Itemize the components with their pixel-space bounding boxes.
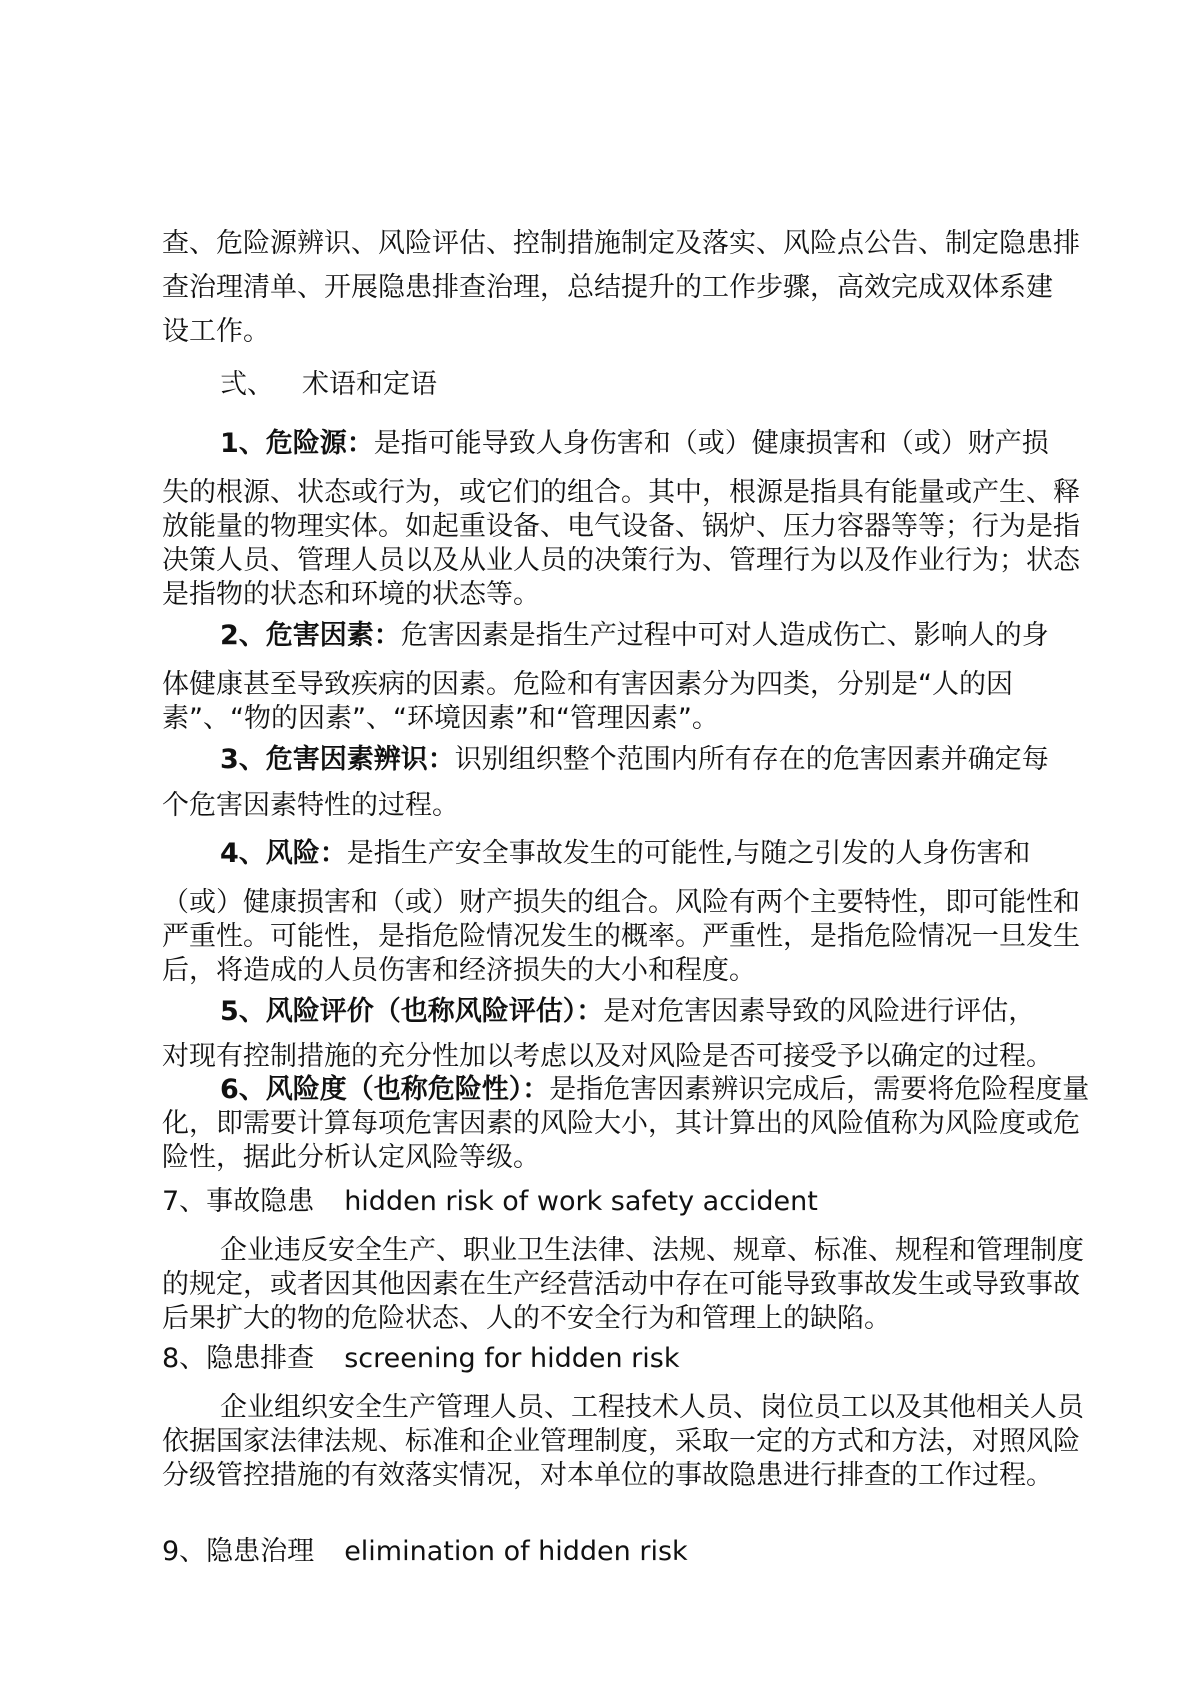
term-9-heading bbox=[162, 1532, 1092, 1572]
definition-2-first-line bbox=[162, 614, 1092, 658]
definition-4-text-start: 是指生产安全事故发生的可能性,与随之引发的人身伤害和 bbox=[346, 838, 1031, 869]
definition-6-text: 是指危害因素辨识完成后，需要将危险程度量化，即需要计算每项危害因素的风险大小，其计算出的风险值称为风险度或危险性，据此分析认定风险等级。 bbox=[162, 1074, 1090, 1173]
term-8-heading bbox=[162, 1339, 1092, 1379]
definition-1-text-start: 是指可能导致人身伤害和（或）健康损害和（或）财产损 bbox=[373, 428, 1049, 459]
definition-3-first-line bbox=[162, 738, 1092, 782]
intro-line-2: 查治理清单、开展隐患排查治理，总结提升的工作步骤，高效完成双体系建 bbox=[162, 272, 1053, 303]
term-7-heading bbox=[162, 1182, 1092, 1222]
intro-line-1: 查、危险源辨识、风险评估、控制措施制定及落实、风险点公告、制定隐患排 bbox=[162, 228, 1080, 259]
definition-3-text-start: 识别组织整个范围内所有存在的危害因素并确定每 bbox=[454, 744, 1049, 775]
definition-2-text-start: 危害因素是指生产过程中可对人造成伤亡、影响人的身 bbox=[400, 620, 1049, 651]
definition-5 bbox=[162, 990, 1092, 1074]
definition-2-continuation: 体健康甚至导致疾病的因素。危险和有害因素分为四类，分别是“人的因素”、“物的因素”、“环境因素”和“管理因素”。 bbox=[162, 669, 1013, 734]
section-number: 弍、 bbox=[220, 369, 274, 400]
definition-4 bbox=[162, 832, 1092, 988]
definition-1 bbox=[162, 422, 1092, 612]
term-7-english: hidden risk of work safety accident bbox=[344, 1186, 818, 1217]
section-title: 术语和定语 bbox=[302, 369, 437, 400]
definition-2-term: 2、危害因素： bbox=[220, 620, 401, 651]
term-8-number: 8、隐患排查 bbox=[162, 1343, 315, 1374]
term-7-body: 企业违反安全生产、职业卫生法律、法规、规章、标准、规程和管理制度的规定，或者因其他因素在生产经营活动中存在可能导致事故发生或导致事故后果扩大的物的危险状态、人的不安全行为和管理上的缺陷。 bbox=[162, 1235, 1084, 1334]
term-8-body: 企业组织安全生产管理人员、工程技术人员、岗位员工以及其他相关人员依据国家法律法规、标准和企业管理制度，采取一定的方式和方法，对照风险分级管控措施的有效落实情况，对本单位的事故隐患进行排查的工作过程。 bbox=[162, 1392, 1084, 1491]
intro-paragraph bbox=[162, 222, 1092, 354]
intro-line-3: 设工作。 bbox=[162, 316, 270, 347]
definition-6 bbox=[162, 1073, 1092, 1175]
definition-3 bbox=[162, 738, 1092, 828]
definition-5-text-start: 是对危害因素导致的风险进行评估， bbox=[603, 996, 1036, 1027]
definition-5-term: 5、风险评价（也称风险评估）： bbox=[220, 996, 604, 1027]
definition-1-first-line bbox=[162, 422, 1092, 466]
term-9-english: elimination of hidden risk bbox=[344, 1536, 688, 1567]
term-7-number: 7、事故隐患 bbox=[162, 1186, 315, 1217]
definition-5-continuation: 对现有控制措施的充分性加以考虑以及对风险是否可接受予以确定的过程。 bbox=[162, 1041, 1053, 1072]
definition-5-first-line bbox=[162, 990, 1092, 1034]
definition-1-continuation: 失的根源、状态或行为，或它们的组合。其中，根源是指具有能量或产生、释放能量的物理实体。如起重设备、电气设备、锅炉、压力容器等等；行为是指决策人员、管理人员以及从业人员的决策行为、管理行为以及作业行为；状态是指物的状态和环境的状态等。 bbox=[162, 477, 1080, 610]
definition-3-continuation: 个危害因素特性的过程。 bbox=[162, 790, 459, 821]
definition-2 bbox=[162, 614, 1092, 736]
definition-4-term: 4、风险： bbox=[220, 838, 347, 869]
definition-4-continuation: （或）健康损害和（或）财产损失的组合。风险有两个主要特性，即可能性和严重性。可能性，是指危险情况发生的概率。严重性，是指危险情况一旦发生后，将造成的人员伤害和经济损失的大小和程度。 bbox=[162, 887, 1080, 986]
term-8-english: screening for hidden risk bbox=[344, 1343, 680, 1374]
definition-3-term: 3、危害因素辨识： bbox=[220, 744, 455, 775]
definition-6-term: 6、风险度（也称危险性）： bbox=[220, 1074, 550, 1105]
definition-1-term: 1、危险源： bbox=[220, 428, 374, 459]
definition-4-first-line bbox=[162, 832, 1092, 876]
section-heading bbox=[220, 365, 1150, 405]
term-9-number: 9、隐患治理 bbox=[162, 1536, 315, 1567]
